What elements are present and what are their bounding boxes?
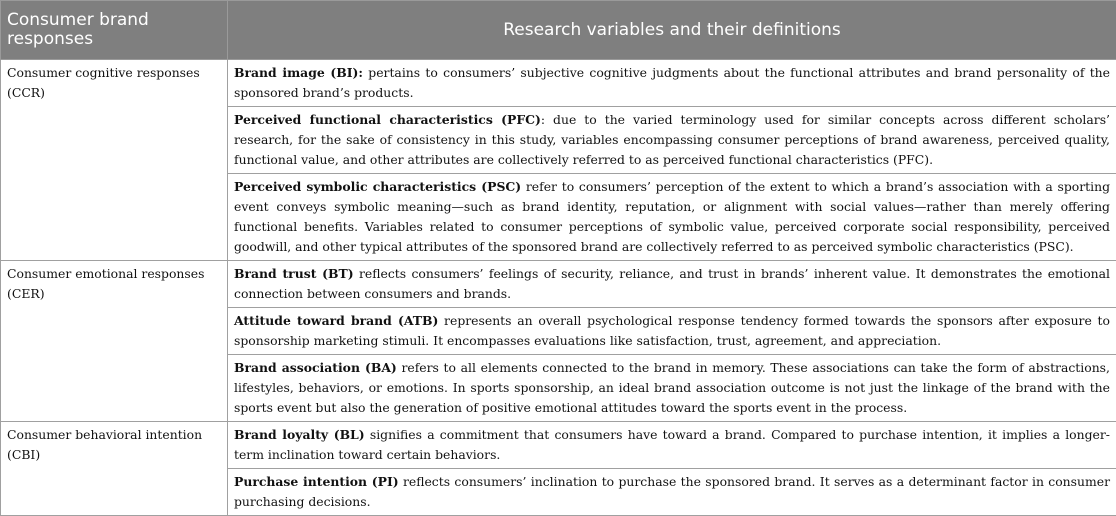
variable-term: Perceived symbolic characteristics (PSC) [234, 179, 522, 194]
variable-definition: pertains to consumers’ subjective cognitive judgments about the functional attributes and brand personality of the sponsored brand’s products. [234, 65, 1110, 100]
variable-term: Brand image (BI): [234, 65, 363, 80]
group-cell-cer: Consumer emotional responses (CER) [1, 261, 228, 422]
variable-term: Purchase intention (PI) [234, 474, 399, 489]
definition-cell [228, 355, 1116, 422]
variable-term: Brand association (BA) [234, 360, 397, 375]
header-brand-responses: Consumer brand responses [1, 1, 228, 60]
definition-cell [228, 107, 1116, 174]
variable-definition: refer to consumers’ perception of the extent to which a brand’s association with a sporting event conveys symbolic meaning—such as brand identity, reputation, or alignment with social values—rather than merely offering functional benefits. Variables related to consumer perceptions of symbolic value, perceived corporate social responsibility, perceived goodwill, and other typical attributes of the sponsored brand are collectively referred to as perceived symbolic characteristics (PSC). [234, 179, 1110, 254]
definition-cell [228, 174, 1116, 261]
definition-cell [228, 422, 1116, 469]
variable-definition: reflects consumers’ inclination to purchase the sponsored brand. It serves as a determinant factor in consumer purchasing decisions. [234, 474, 1110, 509]
table-row [1, 261, 1116, 308]
table-row [1, 422, 1116, 469]
definition-cell [228, 469, 1116, 516]
table-row [1, 60, 1116, 107]
group-cell-cbi: Consumer behavioral intention (CBI) [1, 422, 228, 516]
variable-definition: represents an overall psychological response tendency formed towards the sponsors after exposure to sponsorship marketing stimuli. It encompasses evaluations like satisfaction, trust, agreement, and appreciation. [234, 313, 1110, 348]
variable-term: Attitude toward brand (ATB) [234, 313, 439, 328]
variable-definition: : due to the varied terminology used for similar concepts across different scholars’ research, for the sake of consistency in this study, variables encompassing consumer perceptions of brand awareness, perceived quality, functional value, and other attributes are collectively referred to as perceived functional characteristics (PFC). [234, 112, 1110, 167]
variable-definition: signifies a commitment that consumers have toward a brand. Compared to purchase intention, it implies a longer-term inclination toward certain behaviors. [234, 427, 1110, 462]
variable-definition: refers to all elements connected to the brand in memory. These associations can take the form of abstractions, lifestyles, behaviors, or emotions. In sports sponsorship, an ideal brand association outcome is not just the linkage of the brand with the sports event but also the generation of positive emotional attitudes toward the sports event in the process. [234, 360, 1110, 415]
variable-term: Perceived functional characteristics (PFC) [234, 112, 541, 127]
variable-term: Brand trust (BT) [234, 266, 354, 281]
variable-definition: reflects consumers’ feelings of security, reliance, and trust in brands’ inherent value. It demonstrates the emotional connection between consumers and brands. [234, 266, 1110, 301]
definition-cell [228, 60, 1116, 107]
header-variables-definitions: Research variables and their definitions [228, 1, 1116, 60]
variable-term: Brand loyalty (BL) [234, 427, 365, 442]
header-row [1, 1, 1116, 60]
definition-cell [228, 308, 1116, 355]
definition-cell [228, 261, 1116, 308]
group-cell-ccr: Consumer cognitive responses (CCR) [1, 60, 228, 261]
